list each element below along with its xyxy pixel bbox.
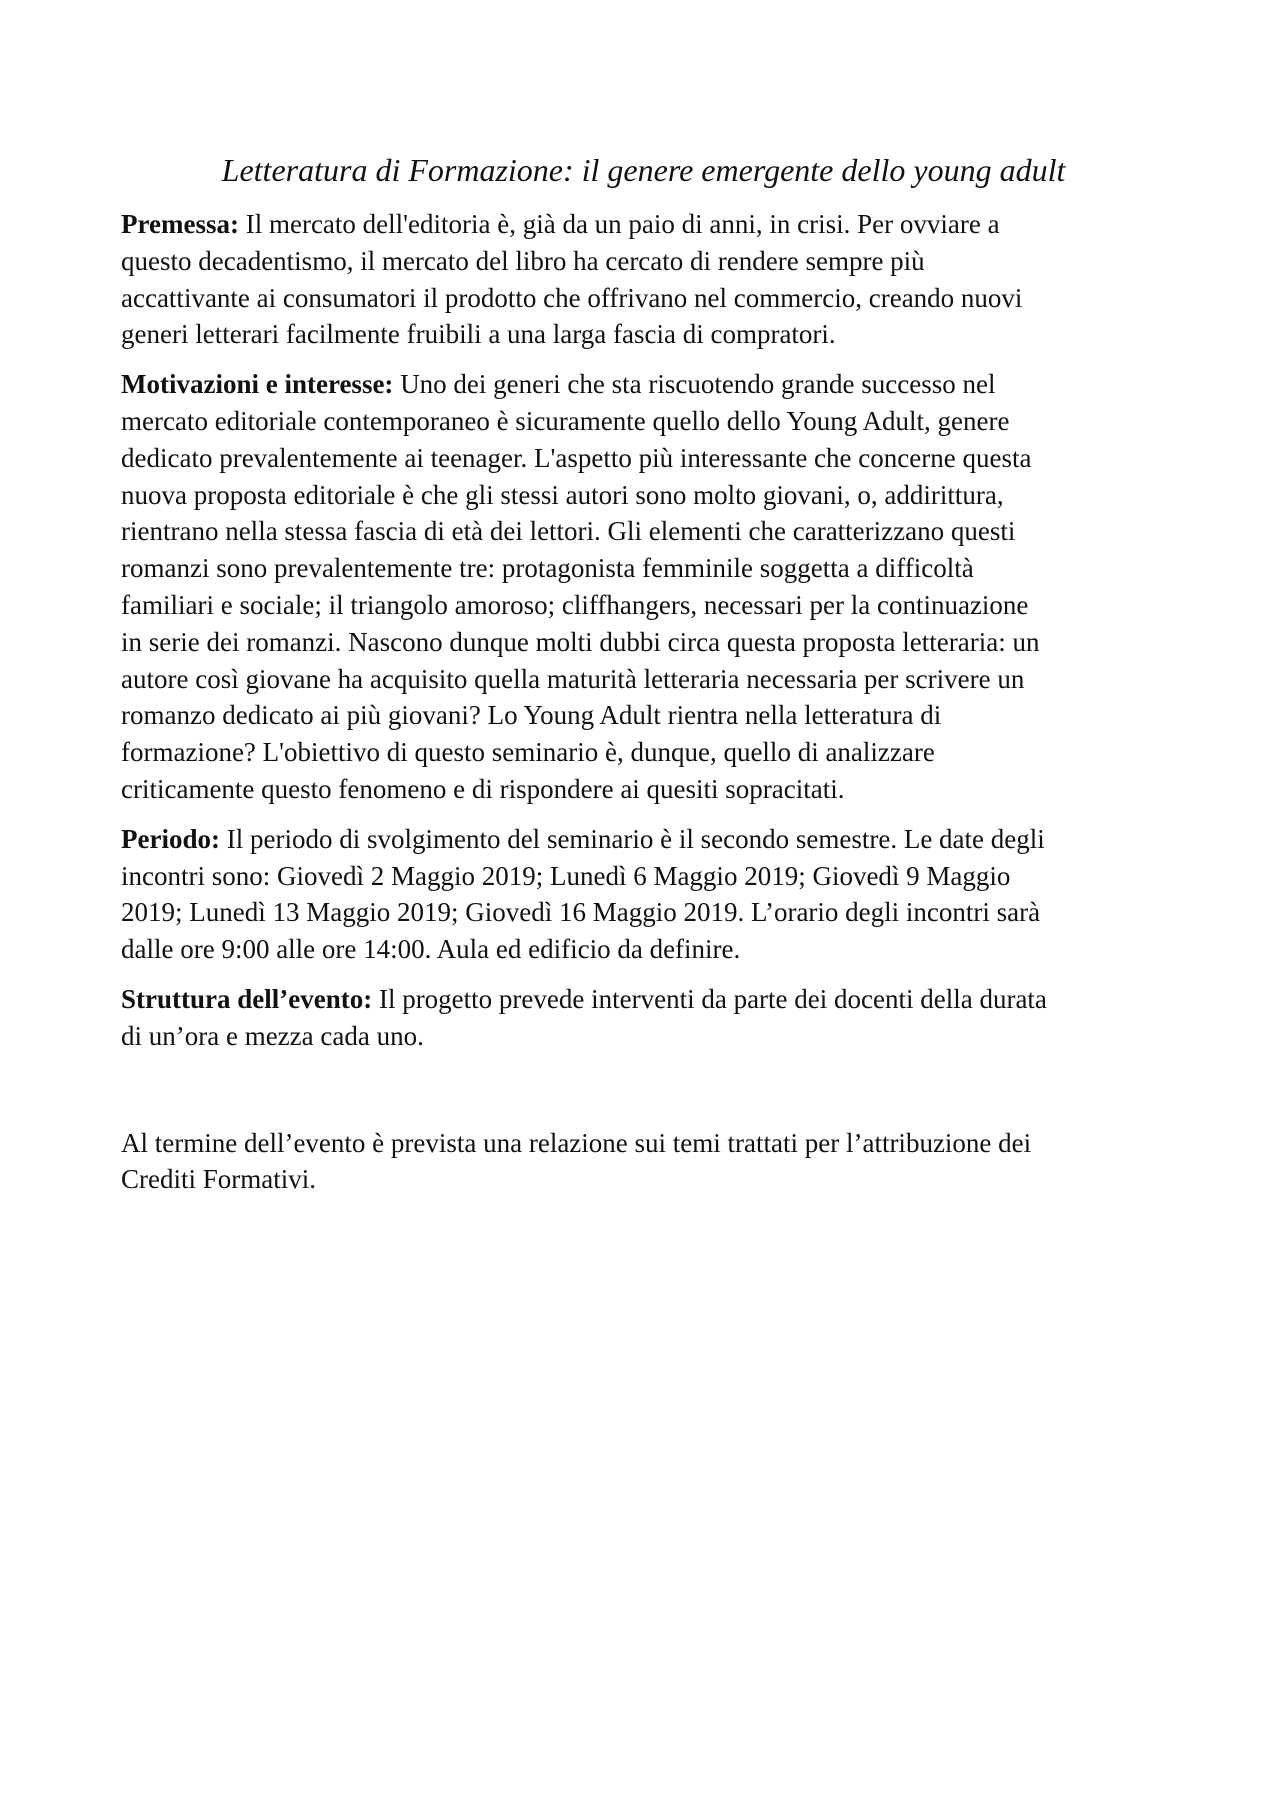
- paragraph-text: Il mercato dell'editoria è, già da un paio di anni, in crisi. Per ovviare a: [238, 209, 1000, 239]
- paragraph-line: [121, 821, 1166, 858]
- paragraph-line: dedicato prevalentemente ai teenager. L'aspetto più interessante che concerne questa: [121, 442, 1032, 473]
- section-label: Struttura dell’evento:: [121, 983, 373, 1014]
- paragraph-line: autore così giovane ha acquisito quella maturità letteraria necessaria per scrivere un: [121, 663, 1025, 694]
- paragraph-line: generi letterari facilmente fruibili a una larga fascia di compratori.: [121, 319, 836, 350]
- paragraph-text: Uno dei generi che sta riscuotendo grande successo nel: [393, 369, 996, 400]
- paragraph-line: familiari e sociale; il triangolo amoroso; cliffhangers, necessari per la continuazione: [121, 589, 1029, 620]
- paragraph-line: rientrano nella stessa fascia di età dei lettori. Gli elementi che caratterizzano questi: [121, 516, 1016, 547]
- paragraph-line: incontri sono: Giovedì 2 Maggio 2019; Lunedì 6 Maggio 2019; Giovedì 9 Maggio: [121, 860, 1011, 891]
- paragraph-line: in serie dei romanzi. Nascono dunque molti dubbi circa questa proposta letteraria: un: [121, 626, 1040, 657]
- paragraph-line: nuova proposta editoriale è che gli stessi autori sono molto giovani, o, addirittura,: [121, 479, 1004, 510]
- paragraph-line: [121, 206, 1166, 243]
- section-struttura: [121, 981, 1166, 1055]
- section-periodo: [121, 821, 1166, 968]
- document-title: Letteratura di Formazione: il genere emergente dello young adult: [221, 152, 1066, 188]
- paragraph-line: formazione? L'obiettivo di questo seminario è, dunque, quello di analizzare: [121, 737, 935, 768]
- paragraph-line: dalle ore 9:00 alle ore 14:00. Aula ed edificio da definire.: [121, 934, 741, 965]
- document-page: [121, 150, 1166, 1211]
- section-label: Periodo:: [121, 823, 220, 854]
- paragraph-line: 2019; Lunedì 13 Maggio 2019; Giovedì 16 Maggio 2019. L’orario degli incontri sarà: [121, 897, 1041, 928]
- paragraph-line: [121, 981, 1166, 1018]
- section-label: Motivazioni e interesse:: [121, 369, 394, 400]
- paragraph-line: accattivante ai consumatori il prodotto che offrivano nel commercio, creando nuovi: [121, 282, 1023, 313]
- paragraph-text: Il progetto prevede interventi da parte dei docenti della durata: [372, 983, 1047, 1014]
- paragraph-line: [121, 366, 1166, 403]
- paragraph-line: romanzo dedicato ai più giovani? Lo Young Adult rientra nella letteratura di: [121, 700, 942, 731]
- paragraph-line: romanzi sono prevalentemente tre: protagonista femminile soggetta a difficoltà: [121, 553, 974, 584]
- section-motivazioni: [121, 366, 1166, 808]
- section-label: Premessa:: [121, 209, 239, 239]
- paragraph-line: criticamente questo fenomeno e di rispondere ai quesiti sopracitati.: [121, 773, 845, 804]
- paragraph-line: Al termine dell’evento è prevista una relazione sui temi trattati per l’attribuzione dei: [121, 1127, 1032, 1158]
- paragraph-line: mercato editoriale contemporaneo è sicuramente quello dello Young Adult, genere: [121, 405, 1010, 436]
- paragraph-line: questo decadentismo, il mercato del libro ha cercato di rendere sempre più: [121, 245, 925, 276]
- closing-paragraph: [121, 1125, 1166, 1199]
- paragraph-line: di un’ora e mezza cada uno.: [121, 1020, 424, 1051]
- paragraph-text: Il periodo di svolgimento del seminario è il secondo semestre. Le date degli: [219, 823, 1045, 854]
- paragraph-line: Crediti Formativi.: [121, 1164, 316, 1195]
- blank-space: [121, 1068, 1166, 1125]
- section-premessa: [121, 206, 1166, 353]
